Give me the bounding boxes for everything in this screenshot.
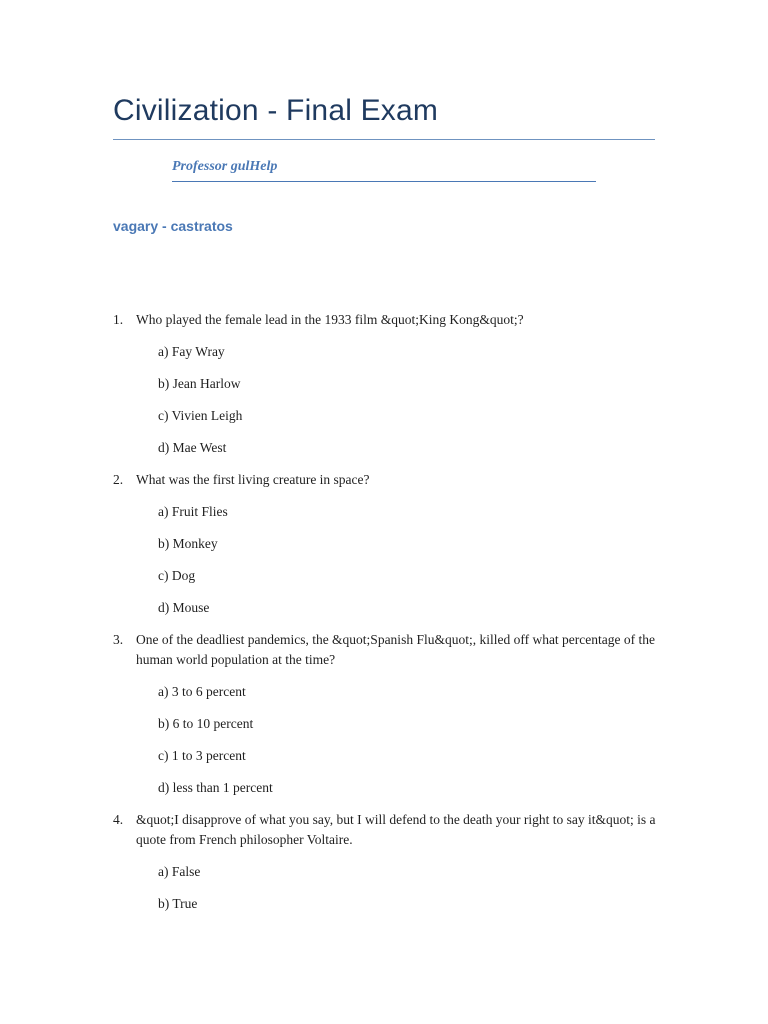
question-1 [113, 310, 663, 330]
answer-option: a) 3 to 6 percent [158, 684, 246, 699]
question-2 [113, 470, 663, 490]
question-number: 4. [113, 812, 124, 827]
answer-option: c) Dog [158, 568, 196, 583]
question-number: 1. [113, 312, 124, 327]
answer-option: b) True [158, 896, 198, 911]
answer-option: b) 6 to 10 percent [158, 716, 254, 731]
answer-option: b) Jean Harlow [158, 376, 241, 391]
question-3 [113, 630, 663, 670]
question-text: Who played the female lead in the 1933 film &quot;King Kong&quot;? [136, 312, 524, 327]
answer-option: c) Vivien Leigh [158, 408, 243, 423]
question-number: 2. [113, 472, 124, 487]
answer-option: b) Monkey [158, 536, 218, 551]
answer-option: a) Fruit Flies [158, 504, 228, 519]
answer-option: d) Mae West [158, 440, 227, 455]
document-title: Civilization - Final Exam [113, 94, 439, 127]
document-subtitle: Professor gulHelp [172, 159, 278, 174]
answer-option: c) 1 to 3 percent [158, 748, 246, 763]
question-list [113, 310, 663, 926]
title-divider [113, 139, 655, 140]
answer-option: d) Mouse [158, 600, 210, 615]
question-4 [113, 810, 663, 850]
question-text: One of the deadliest pandemics, the &quot;Spanish Flu&quot;, killed off what percentage of the human world population at the time? [136, 632, 656, 667]
section-heading: vagary - castratos [113, 218, 233, 234]
question-text: &quot;I disapprove of what you say, but I will defend to the death your right to say it&quot; is a quote from French philosopher Voltaire. [136, 812, 656, 847]
question-number: 3. [113, 632, 124, 647]
question-text: What was the first living creature in space? [136, 472, 370, 487]
answer-option: d) less than 1 percent [158, 780, 273, 795]
answer-option: a) Fay Wray [158, 344, 225, 359]
subtitle-divider [172, 181, 596, 182]
answer-option: a) False [158, 864, 201, 879]
